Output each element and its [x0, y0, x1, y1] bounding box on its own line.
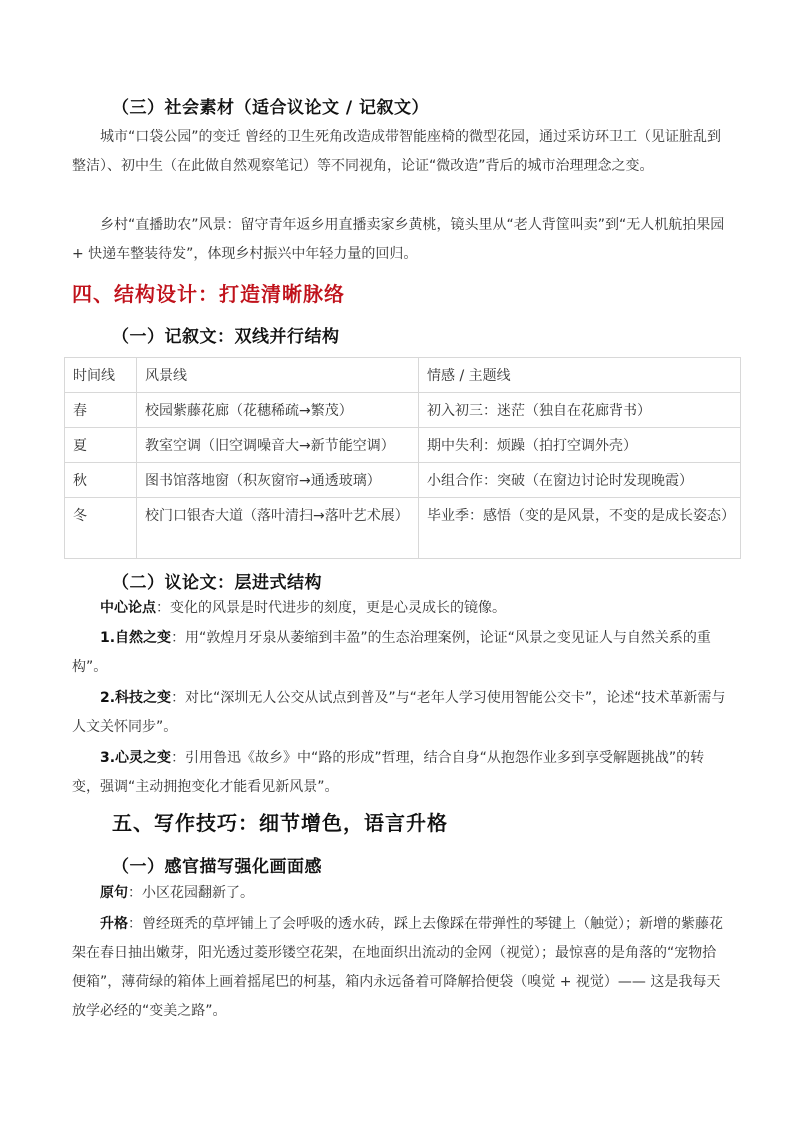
- point-label: 1.自然之变: [100, 630, 172, 646]
- section4-heading: 四、结构设计：打造清晰脉络: [72, 282, 345, 306]
- table-header-cell: 风景线: [137, 358, 419, 393]
- point-paragraph: [72, 684, 728, 742]
- table-cell: 小组合作：突破（在窗边讨论时发现晚霞）: [419, 463, 741, 498]
- upgraded-label: 升格: [100, 916, 128, 932]
- table-cell: 教室空调（旧空调噪音大→新节能空调）: [137, 428, 419, 463]
- table-row: [65, 498, 741, 559]
- point-text: ：引用鲁迅《故乡》中“路的形成”哲理，结合自身“从抱怨作业多到享受解题挑战”的转变，强调“主动拥抱变化才能看见新风景”。: [72, 750, 705, 795]
- double-line-structure-table: [64, 357, 741, 559]
- section3-paragraph-1: 城市“口袋公园”的变迁 曾经的卫生死角改造成带智能座椅的微型花园，通过采访环卫工（见证脏乱到整洁）、初中生（在此做自然观察笔记）等不同视角，论证“微改造”背后的城市治理理念之变。: [72, 129, 721, 174]
- table-cell: 初入初三：迷茫（独自在花廊背书）: [419, 393, 741, 428]
- point-label: 2.科技之变: [100, 690, 172, 706]
- thesis-text: ：变化的风景是时代进步的刻度，更是心灵成长的镜像。: [156, 600, 506, 616]
- original-text: ：小区花园翻新了。: [128, 885, 254, 901]
- original-sentence: [72, 879, 728, 908]
- table-cell: 图书馆落地窗（积灰窗帘→通透玻璃）: [137, 463, 419, 498]
- table-cell: 期中失利：烦躁（拍打空调外壳）: [419, 428, 741, 463]
- section5-heading: 五、写作技巧：细节增色，语言升格: [112, 811, 448, 835]
- point-label: 3.心灵之变: [100, 750, 172, 766]
- thesis-label: 中心论点: [100, 600, 156, 616]
- upgraded-text: ：曾经斑秃的草坪铺上了会呼吸的透水砖，踩上去像踩在带弹性的琴键上（触觉）；新增的紫藤花架在春日抽出嫩芽，阳光透过菱形镂空花架，在地面织出流动的金网（视觉）；最惊喜的是角落的“宠物拾便箱”，薄荷绿的箱体上画着摇尾巴的柯基，箱内永远备着可降解拾便袋（嗅觉 + 视觉）—— 这是我每天放学必经的“变美之路”。: [72, 916, 723, 1019]
- section3-paragraph-2: 乡村“直播助农”风景：留守青年返乡用直播卖家乡黄桃，镜头里从“老人背筐叫卖”到“无人机航拍果园 + 快递车整装待发”，体现乡村振兴中年轻力量的回归。: [72, 217, 725, 262]
- argumentative-structure-heading: （二）议论文：层进式结构: [112, 573, 322, 593]
- table-cell: 校园紫藤花廊（花穗稀疏→繁茂）: [137, 393, 419, 428]
- point-paragraph: [72, 744, 728, 802]
- table-row: [65, 393, 741, 428]
- table-cell: 毕业季：感悟（变的是风景，不变的是成长姿态）: [419, 498, 741, 559]
- point-text: ：对比“深圳无人公交从试点到普及”与“老年人学习使用智能公交卡”，论述“技术革新需与人文关怀同步”。: [72, 690, 726, 735]
- upgraded-sentence: [72, 910, 728, 1026]
- sensory-description-heading: （一）感官描写强化画面感: [112, 857, 322, 877]
- table-header-cell: 时间线: [65, 358, 137, 393]
- table-row: [65, 463, 741, 498]
- table-header-row: [65, 358, 741, 393]
- thesis-paragraph: [72, 594, 728, 623]
- table-header-cell: 情感 / 主题线: [419, 358, 741, 393]
- table-cell: 夏: [65, 428, 137, 463]
- section3-heading: （三）社会素材（适合议论文 / 记叙文）: [112, 98, 430, 118]
- table-cell: 冬: [65, 498, 137, 559]
- narrative-structure-heading: （一）记叙文：双线并行结构: [112, 327, 340, 347]
- point-text: ：用“敦煌月牙泉从萎缩到丰盈”的生态治理案例，论证“风景之变见证人与自然关系的重构”。: [72, 630, 711, 675]
- table-cell: 校门口银杏大道（落叶清扫→落叶艺术展）: [137, 498, 419, 559]
- point-paragraph: [72, 624, 728, 682]
- table-cell: 秋: [65, 463, 137, 498]
- table-row: [65, 428, 741, 463]
- original-label: 原句: [100, 885, 128, 901]
- table-cell: 春: [65, 393, 137, 428]
